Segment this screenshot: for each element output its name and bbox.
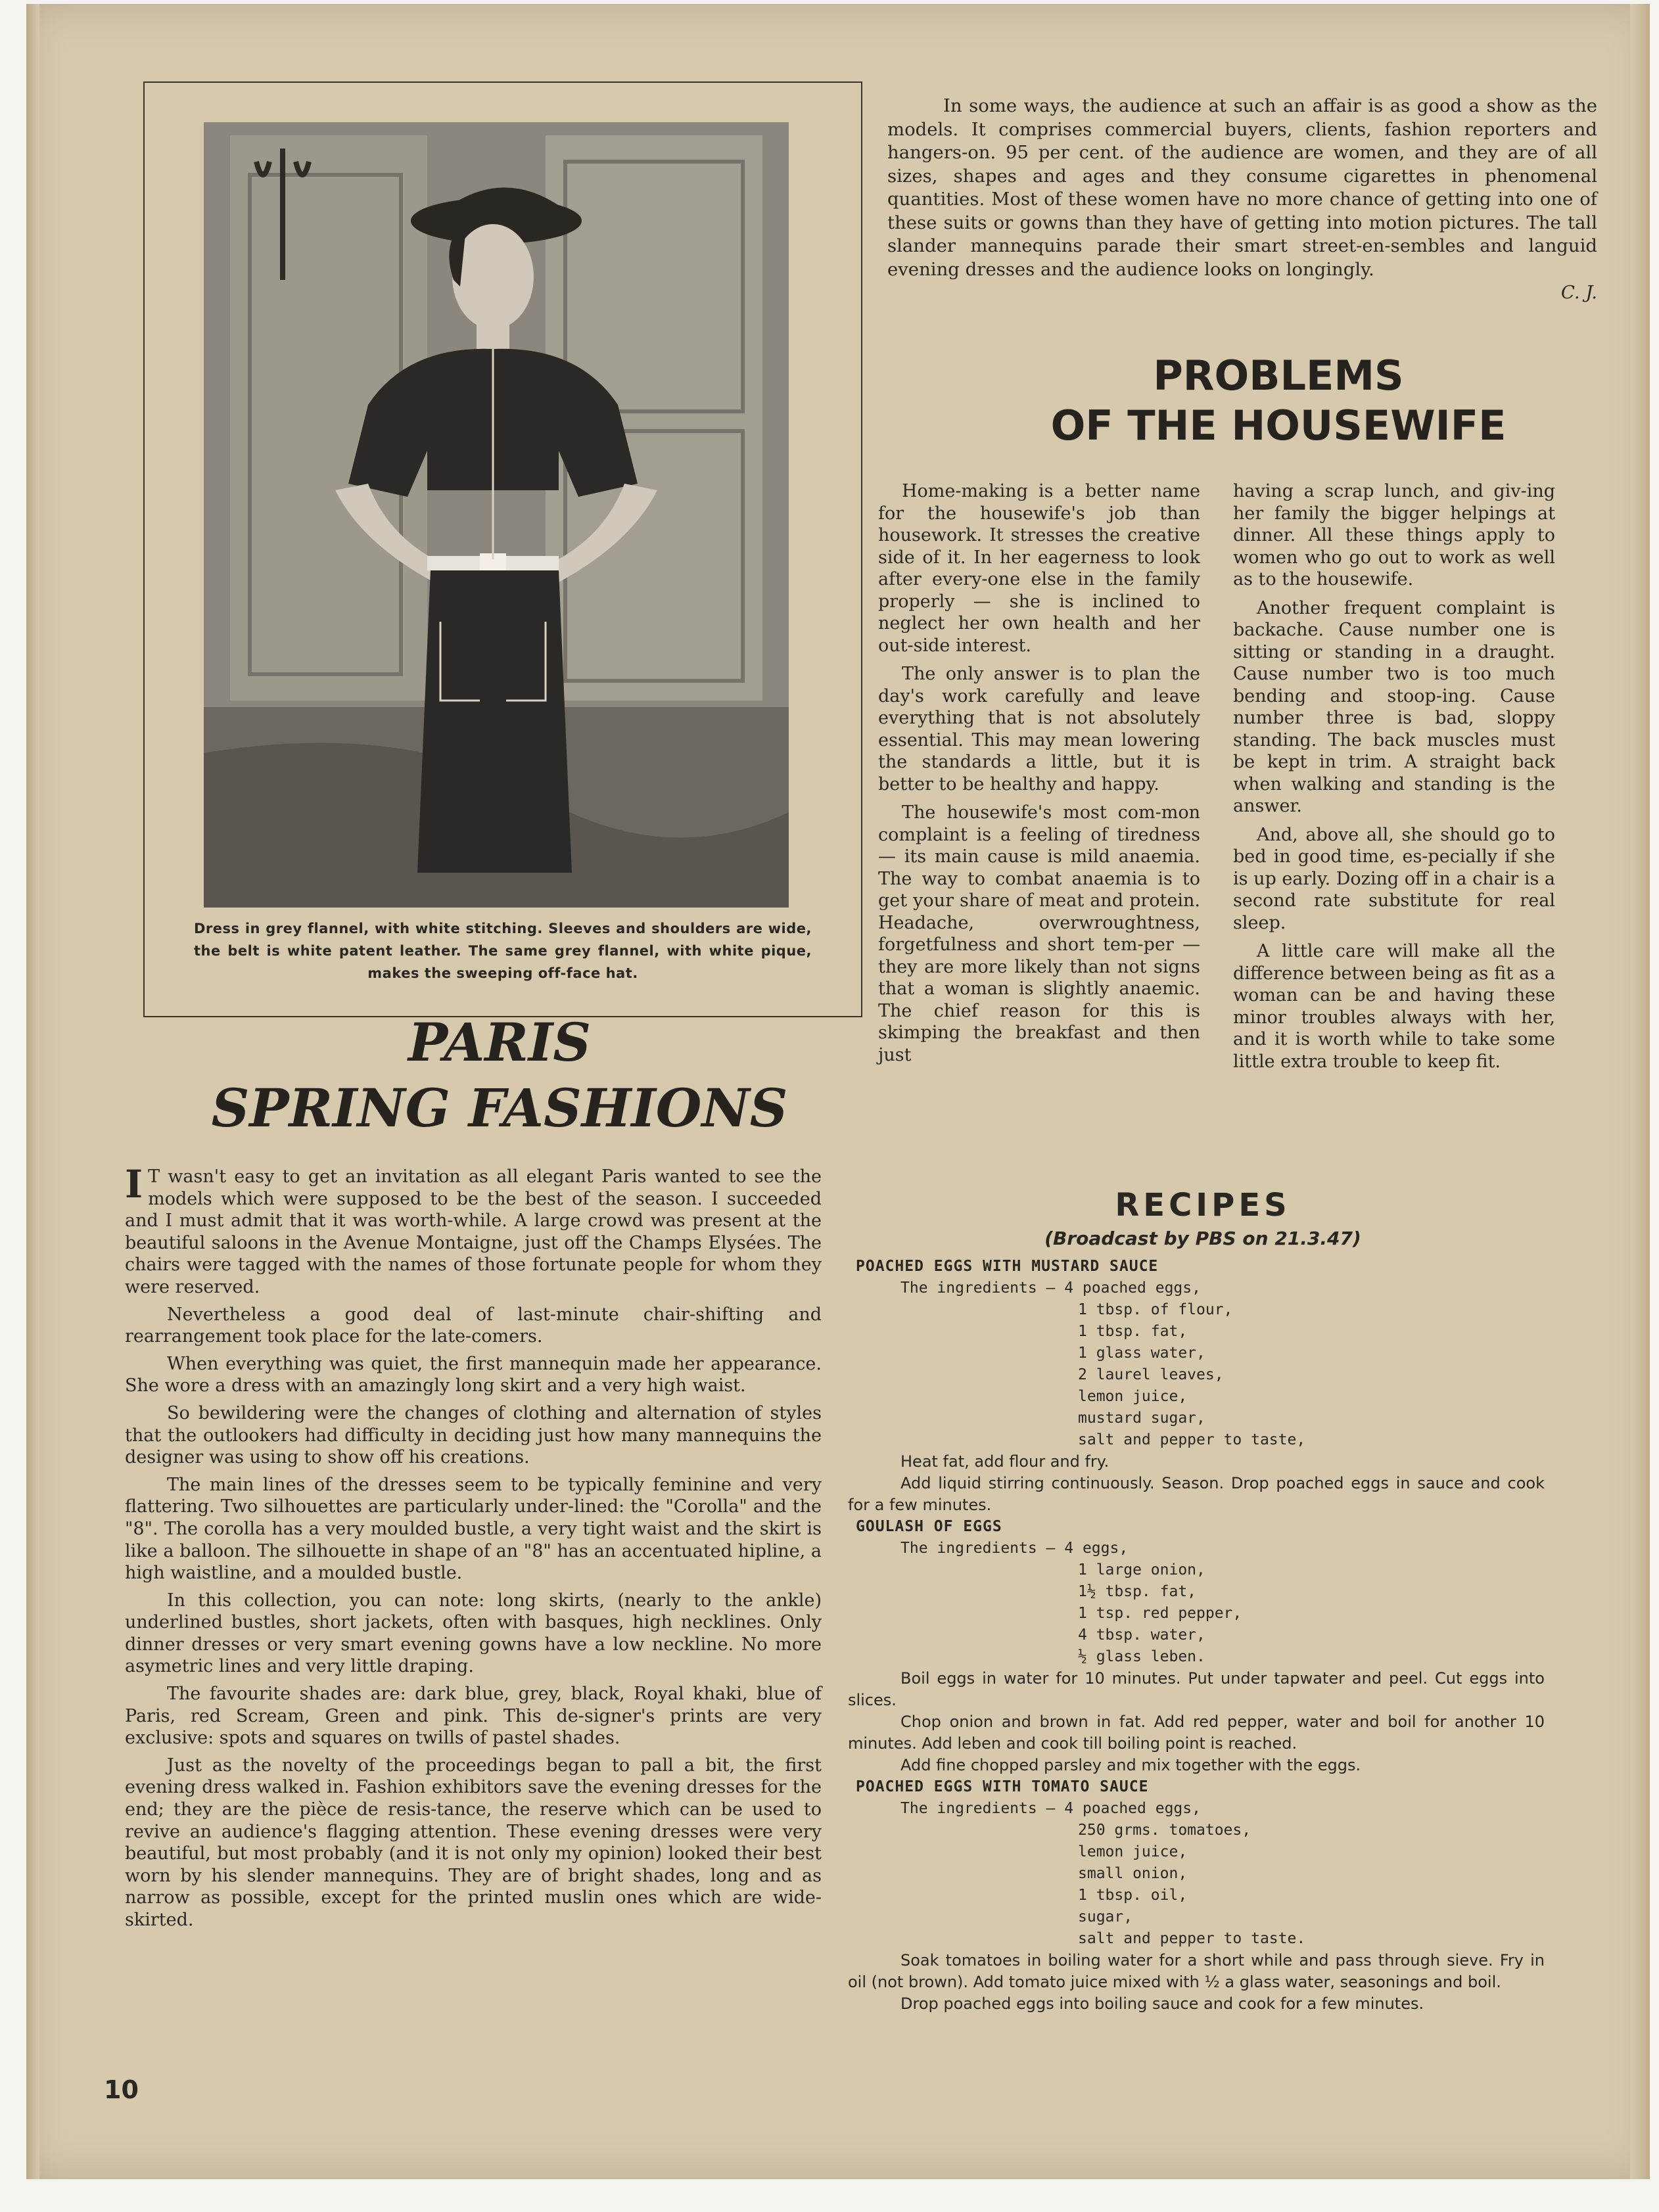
title-line-2: SPRING FASHIONS [211, 1077, 788, 1139]
photo-frame [143, 81, 862, 1017]
ingredient: 1 glass water, [1078, 1345, 1205, 1362]
article-title [145, 1009, 854, 1141]
article-paragraph: So bewildering were the changes of clothing and alternation of styles that the outlookers had difficulty in deciding just how many mannequins the designer was using to show off his creations. [125, 1402, 822, 1468]
article-paragraph: Nevertheless a good deal of last-minute chair-shifting and rearrangement took place for the late-comers. [125, 1304, 822, 1347]
ingredient: 2 laurel leaves, [1078, 1366, 1224, 1383]
ingredient: salt and pepper to taste, [1078, 1431, 1306, 1448]
drop-cap: I [125, 1162, 143, 1207]
housewife-column-1 [878, 480, 1200, 1072]
recipe [848, 1256, 1545, 1516]
recipe-step: Add fine chopped parsley and mix together with the eggs. [900, 1756, 1361, 1774]
ingredient: 4 tbsp. water, [1078, 1626, 1205, 1644]
housewife-title-line-2: OF THE HOUSEWIFE [1050, 402, 1507, 449]
model-illustration [204, 122, 789, 908]
article-paragraph: When everything was quiet, the first mannequin made her appearance. She wore a dress with an amazingly long skirt and a very high waist. [125, 1353, 822, 1396]
housewife-paragraph: The only answer is to plan the day's work carefully and leave everything that is not absolutely essential. This may mean lowering the standards a little, but it is better to be healthy and happy. [878, 664, 1200, 795]
magazine-page [26, 4, 1650, 2179]
ingredient: mustard sugar, [1078, 1410, 1205, 1427]
ingredient: small onion, [1078, 1865, 1188, 1882]
ingredient: 1 large onion, [1078, 1561, 1205, 1578]
housewife-title-line-1: PROBLEMS [1153, 352, 1404, 400]
ingredient: 1½ tbsp. fat, [1078, 1583, 1197, 1600]
audience-paragraph [887, 95, 1597, 305]
fashion-article [125, 1162, 822, 1937]
recipe-step: Soak tomatoes in boiling water for a short while and pass through sieve. Fry in oil (not brown). Add tomato juice mixed with ½ a glass water, seasonings and boil. [848, 1951, 1545, 1991]
ingredient: 250 grms. tomatoes, [1078, 1822, 1251, 1839]
housewife-paragraph: Home-making is a better name for the housewife's job than housework. It stresses the creative side of it. In her eagerness to look after every-one else in the family properly — she is inclined to neglect her own health and her out-side interest. [878, 481, 1200, 656]
ingredient: sugar, [1078, 1908, 1133, 1925]
article-paragraph: I T wasn't easy to get an invitation as all elegant Paris wanted to see the models which were supposed to be the best of the season. I succeeded and I must admit that it was worth-while. A large crowd was present at the beautiful saloons in the Avenue Montaigne, just off the Champs Elysées. The chairs were tagged with the names of those fortunate people for whom they were reserved. [125, 1162, 822, 1297]
title-line-1: PARIS [408, 1011, 592, 1073]
page-number: 10 [104, 2075, 139, 2104]
ingredient: lemon juice, [1078, 1388, 1188, 1405]
recipe-ingredients-lead: The ingredients — 4 eggs, [900, 1540, 1129, 1557]
housewife-paragraph: And, above all, she should go to bed in good time, es-pecially if she is up early. Dozing off in a chair is a second rate substitute for real sleep. [1233, 824, 1556, 933]
ingredient: lemon juice, [1078, 1843, 1188, 1860]
recipe-ingredients-lead: The ingredients — 4 poached eggs, [900, 1279, 1201, 1297]
fashion-photo [204, 122, 789, 908]
article-paragraph: In this collection, you can note: long skirts, (nearly to the ankle) underlined bustles, short jackets, often with basques, high necklines. Only dinner dresses or very smart evening gowns have a low neckline. No more asymetric lines and very little draping. [125, 1590, 822, 1677]
recipe-title: POACHED EGGS WITH MUSTARD SAUCE [856, 1258, 1159, 1275]
housewife-title [946, 351, 1610, 451]
article-paragraph: The main lines of the dresses seem to be typically feminine and very flattering. Two silhouettes are particularly under-lined: the "Corolla" and the "8". The corolla has a very moulded bustle, a very tight waist and the skirt is like a balloon. The silhouette in shape of an "8" has an accentuated hipline, a high waistline, and a moulded bustle. [125, 1474, 822, 1584]
page-edge [1630, 4, 1650, 2179]
recipe-title: GOULASH OF EGGS [856, 1518, 1002, 1535]
ingredient: 1 tbsp. of flour, [1078, 1301, 1233, 1318]
recipe-step: Drop poached eggs into boiling sauce and cook for a few minutes. [900, 1994, 1424, 2013]
recipe-step: Chop onion and brown in fat. Add red pepper, water and boil for another 10 minutes. Add leben and cook till boiling point is reached. [848, 1713, 1545, 1753]
housewife-paragraph: Another frequent complaint is backache. Cause number one is sitting or standing in a draught. Cause number two is too much bending and stoop-ing. Cause number three is bad, sloppy standing. The back muscles must be kept in trim. A straight back when walking and standing is the answer. [1233, 597, 1555, 816]
article-paragraph: The favourite shades are: dark blue, grey, black, Royal khaki, blue of Paris, red Scream, Green and pink. This de-signer's prints are very exclusive: spots and squares on twills of pastel shades. [125, 1684, 822, 1749]
housewife-paragraph: A little care will make all the difference between being as fit as a woman can be and having these minor troubles always with her, and it is worth while to take some little extra trouble to keep fit. [1233, 941, 1555, 1072]
recipe [848, 1516, 1545, 1776]
ingredient: salt and pepper to taste. [1078, 1930, 1306, 1947]
housewife-column-2 [1233, 480, 1555, 1079]
recipe-step: Boil eggs in water for 10 minutes. Put under tapwater and peel. Cut eggs into slices. [848, 1669, 1545, 1709]
recipes-subheading: (Broadcast by PBS on 21.3.47) [1044, 1228, 1361, 1249]
recipe-ingredients-lead: The ingredients — 4 poached eggs, [900, 1800, 1201, 1817]
ingredient: 1 tbsp. oil, [1078, 1887, 1188, 1904]
ingredient: ½ glass leben. [1078, 1648, 1205, 1665]
photo-caption: Dress in grey flannel, with white stitching. Sleeves and shoulders are wide, the belt is white patent leather. The same grey flannel, with white pique, makes the sweeping off-face hat. [194, 921, 812, 981]
intro-text: In some ways, the audience at such an affair is as good a show as the models. It comprises commercial buyers, clients, fashion reporters and hangers-on. 95 per cent. of the audience are women, and they are of all sizes, shapes and ages and they consume cigarettes in phenomenal quantities. Most of these women have no more chance of getting into one of these suits or gowns than they have of getting into motion pictures. The tall slander mannequins parade their smart street-en-sembles and languid evening dresses and the audience looks on longingly. [887, 95, 1597, 280]
ingredient: 1 tbsp. fat, [1078, 1323, 1188, 1340]
ingredient: 1 tsp. red pepper, [1078, 1605, 1242, 1622]
article-paragraph: Just as the novelty of the proceedings began to pall a bit, the first evening dress walked in. Fashion exhibitors save the evening dresses for the end; they are the pièce de resis-tance, the reserve which can be used to revive an audience's flagging attention. These evening dresses were very beautiful, but most probably (and it is not only my opinion) looked their best worn by his slender mannequins. They are of bright shades, long and as narrow as possible, except for the printed muslin ones which are wide-skirted. [125, 1755, 822, 1930]
recipe-title: POACHED EGGS WITH TOMATO SAUCE [856, 1778, 1149, 1795]
recipes-section [848, 1256, 1545, 2015]
page-gutter [26, 4, 39, 2179]
recipes-heading: RECIPES [1115, 1187, 1291, 1224]
recipe-step: Add liquid stirring continuously. Season. Drop poached eggs in sauce and cook for a few minutes. [848, 1474, 1545, 1514]
recipe [848, 1776, 1545, 2015]
housewife-paragraph: having a scrap lunch, and giv-ing her family the bigger helpings at dinner. All these things apply to women who go out to work as well as to the housewife. [1233, 481, 1555, 589]
housewife-paragraph: The housewife's most com-mon complaint is a feeling of tiredness — its main cause is mild anaemia. The way to combat anaemia is to get your share of meat and protein. Headache, overwroughtness, forgetfulness and short tem-per — they are more likely than not signs that a woman is slightly anaemic. The chief reason for this is skimping the breakfast and then just [878, 802, 1200, 1065]
recipe-step: Heat fat, add flour and fry. [900, 1452, 1110, 1471]
author-initials: C. J. [1560, 282, 1597, 303]
